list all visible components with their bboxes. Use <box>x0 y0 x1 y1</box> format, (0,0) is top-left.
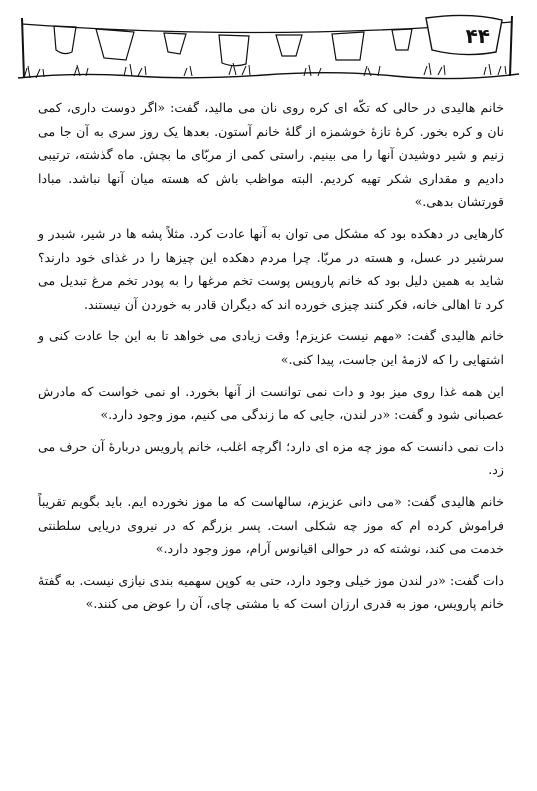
page-header-decoration <box>14 8 524 88</box>
paragraph: دات نمی دانست که موز چه مزه ای دارد؛ اگرچه اغلب، خانم پارویس دربارهٔ آن حرف می زد. <box>38 438 504 478</box>
paragraph: دات گفت: «در لندن موز خیلی وجود دارد، حتی به کوپن سهمیه بندی نیازی نیست. به گفتهٔ خانم پارویس، موز به قدری ارزان است که با مشتی چای، آن را عوض می کنند.» <box>38 572 504 612</box>
paragraph: خانم هالیدی گفت: «مهم نیست عزیزم! وقت زیادی می خواهد تا به این جا عادت کنی و اشتهایی را که لازمهٔ این جاست، پیدا کنی.» <box>38 328 504 367</box>
paragraph: خانم هالیدی گفت: «می دانی عزیزم، سالهاست که ما موز نخورده ایم. باید بگویم تقریباً فراموش کرده ام که موز چه شکلی است. پسر بزرگم که در نیروی دریایی سلطنتی خدمت می کند، نوشته که در حوالی اقیانوس آرام، موز وجود دارد.» <box>38 493 504 557</box>
page-number: ۴۴ <box>465 24 490 48</box>
body-text <box>38 96 504 624</box>
clothesline-illustration <box>14 8 524 88</box>
paragraph: کارهایی در دهکده بود که مشکل می توان به آنها عادت کرد. مثلاً پشه ها در شیر، شبدر و سرشیر در عسل، و هسته در مربّا. چرا مردم دهکده این چیزها را در غذای خود دارند؟ شاید به همین دلیل بود که خانم پاروپس پوست تخم مرغها را به پودر تخم مرغ تبدیل می کرد تا اهالی خانه، فکر کنند چیزی خورده اند که دیگران قادر به خوردن آن نیستند. <box>38 225 504 312</box>
paragraph: این همه غذا روی میز بود و دات نمی توانست از آنها بخورد. او نمی خواست که مادرش عصبانی شود و گفت: «در لندن، جایی که ما زندگی می کنیم، موز وجود دارد.» <box>38 383 504 423</box>
paragraph: خانم هالیدی در حالی که تکّه ای کره روی نان می مالید، گفت: «اگر دوست داری، کمی نان و کره بخور. کرهٔ تازهٔ خوشمزه از گلهٔ خانم آستون. بعدها یک روز سری به آن جا می زنیم و شیر دوشیدن آنها را می بینیم. راستی کمی از مربّای ما بچش. ماه گذشته، ترتیبی دادیم و مقداری شکر تهیه کردیم. البته مواظب باش که هسته میان آنها نباشد. مبادا قورتشان بدهی.» <box>38 100 504 210</box>
